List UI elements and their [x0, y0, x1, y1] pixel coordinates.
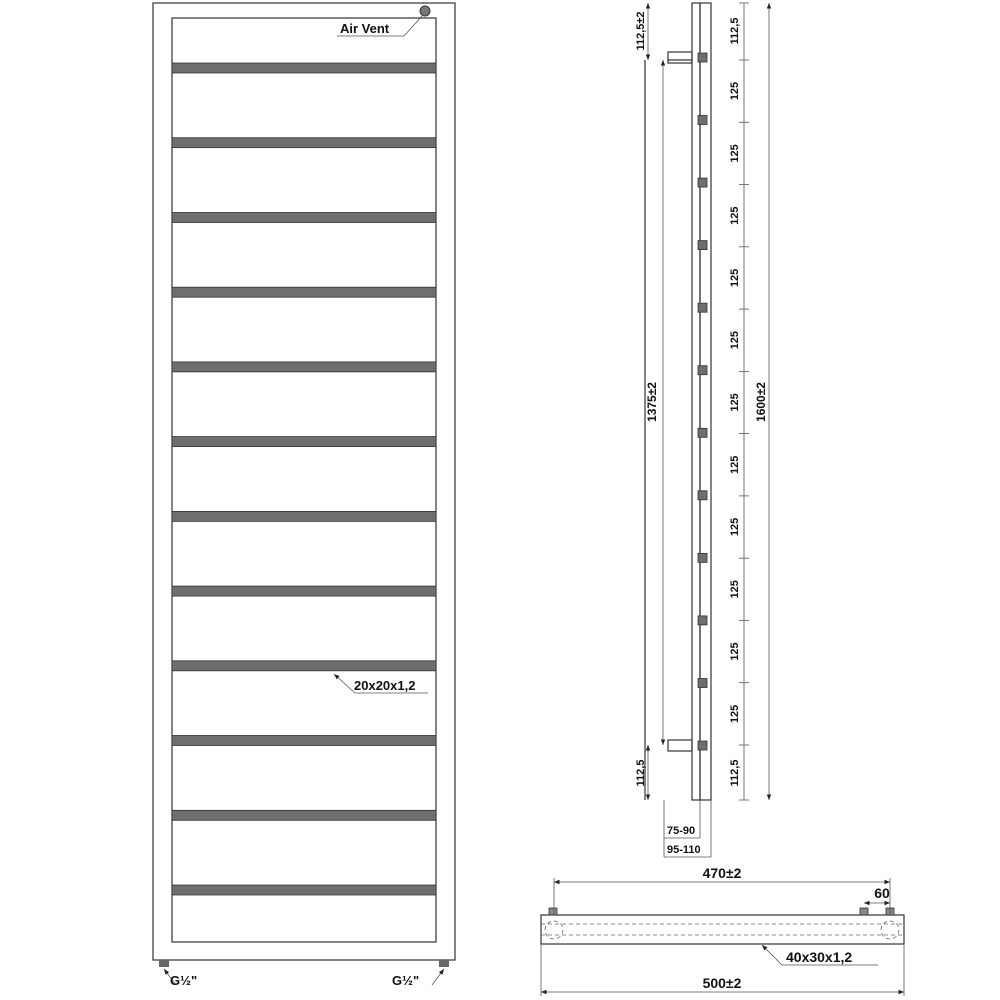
air-vent-icon	[420, 6, 430, 16]
top-bracket	[668, 52, 692, 63]
wall-distance-large-label: 95-110	[667, 844, 701, 856]
profile-label: 40x30x1,2	[786, 949, 853, 965]
right-pipe-section	[881, 921, 899, 939]
crossbar	[172, 287, 436, 297]
profile-leader-arrow	[762, 945, 782, 965]
pitch-label: 125	[729, 517, 741, 537]
bar-section	[698, 366, 707, 375]
bar-section	[698, 553, 707, 562]
bar-section	[698, 428, 707, 437]
pipe-centers-label: 470±2	[702, 865, 742, 881]
bottom-offset-left-label: 112,5	[635, 759, 647, 787]
crossbar	[172, 661, 436, 671]
top-view	[541, 865, 904, 996]
pitch-label: 125	[729, 331, 741, 350]
total-height-label: 1600±2	[754, 382, 768, 422]
side-bar-sections	[698, 53, 707, 750]
left-top-stub	[549, 908, 557, 915]
bar-section	[698, 178, 707, 187]
left-pipe-section	[545, 921, 563, 939]
bar-section	[698, 303, 707, 312]
tube-label: 20x20x1,2	[354, 678, 416, 693]
top-offset-right-label: 112,5	[729, 17, 741, 45]
crossbar	[172, 885, 436, 895]
pitch-label: 125	[729, 580, 741, 599]
crossbar	[172, 586, 436, 596]
bar-section	[698, 679, 707, 688]
right-connection-label: G½"	[392, 973, 420, 988]
bar-section	[698, 741, 707, 750]
air-vent-label: Air Vent	[340, 21, 390, 36]
crossbar	[172, 63, 436, 73]
total-width-label: 500±2	[702, 975, 742, 991]
bottom-bracket	[668, 740, 692, 751]
air-vent-stub	[860, 908, 868, 915]
top-profile-body	[541, 915, 904, 944]
tube-leader-arrow	[334, 674, 355, 693]
crossbar	[172, 362, 436, 372]
right-connection-leader	[432, 969, 444, 985]
bar-section	[698, 53, 707, 62]
right-connection-stub	[439, 960, 449, 967]
wall-distance-small-label: 75-90	[667, 825, 696, 837]
pitch-label: 125	[729, 704, 741, 724]
bar-section	[698, 616, 707, 625]
bottom-offset-right-label: 112,5	[729, 759, 741, 787]
side-offset-label: 60	[874, 885, 890, 901]
pitch-label: 125	[729, 144, 741, 163]
top-offset-left-label: 112,5±2	[635, 11, 647, 51]
crossbar	[172, 138, 436, 148]
crossbar	[172, 736, 436, 746]
bar-section	[698, 491, 707, 500]
pitch-label: 125	[729, 455, 741, 474]
pitch-label: 125	[729, 642, 741, 661]
crossbars	[172, 63, 436, 895]
front-view	[153, 3, 455, 988]
crossbar	[172, 213, 436, 223]
pitch-label: 125	[729, 268, 741, 288]
pitch-label: 125	[729, 393, 741, 412]
bar-section	[698, 116, 707, 125]
side-view	[635, 3, 769, 857]
left-connection-label: G½"	[170, 973, 198, 988]
bar-section	[698, 241, 707, 250]
radiator-inner-frame	[172, 18, 436, 942]
crossbar	[172, 810, 436, 820]
pitch-labels	[729, 82, 741, 723]
pitch-label: 125	[729, 206, 741, 225]
left-connection-stub	[159, 960, 169, 967]
crossbar	[172, 437, 436, 447]
center-distance-label: 1375±2	[645, 382, 659, 422]
pitch-label: 125	[729, 81, 741, 101]
crossbar	[172, 511, 436, 521]
